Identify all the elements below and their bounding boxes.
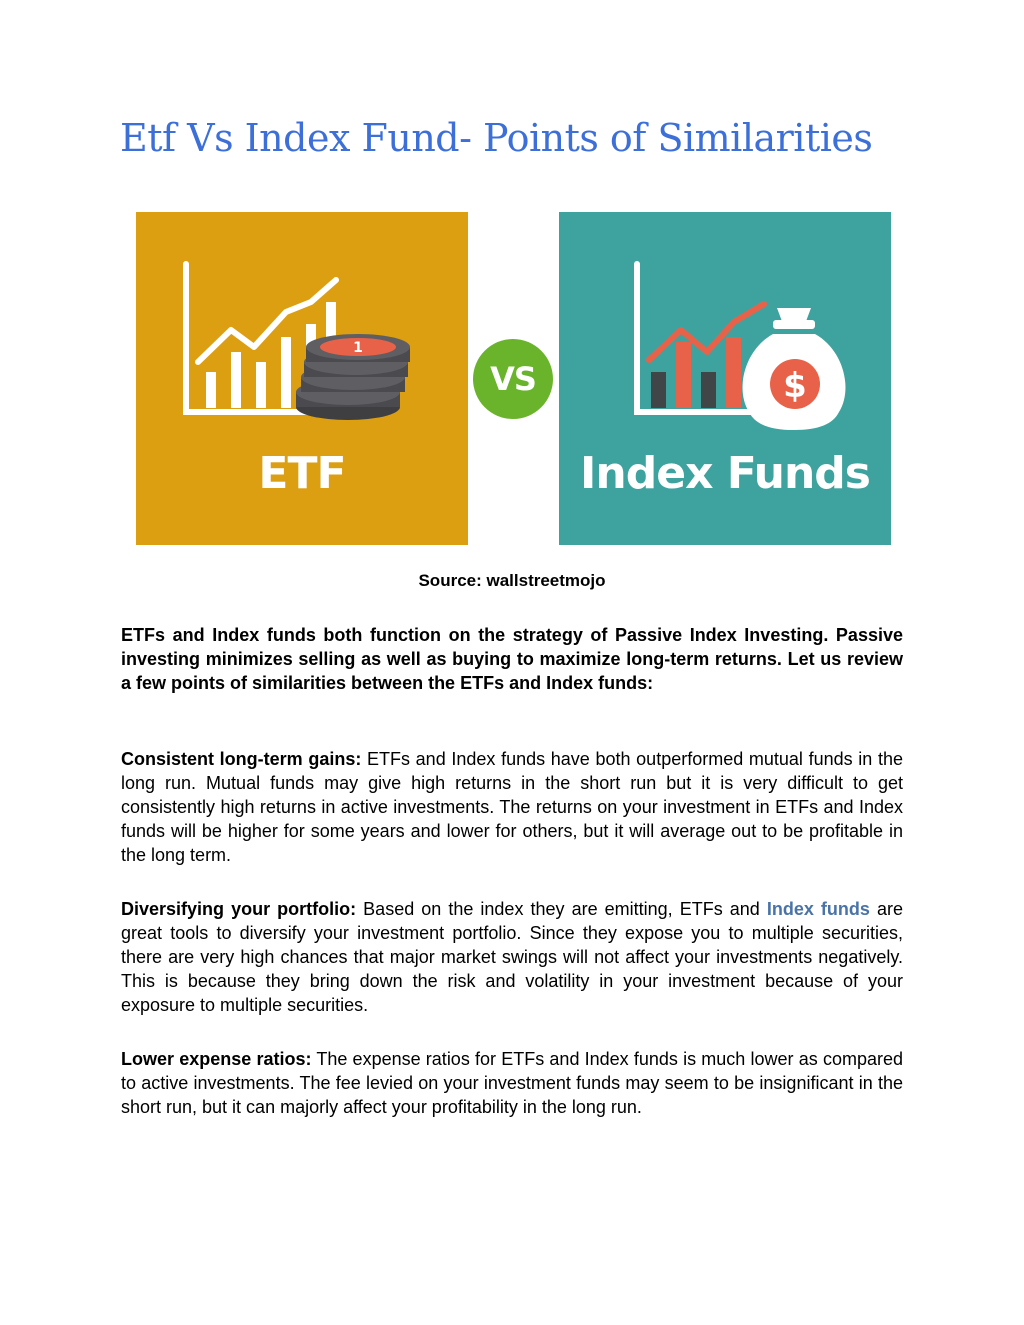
point-expense-ratios: [121, 1047, 903, 1119]
chart-bar-icon: [726, 337, 741, 408]
page-title: Etf Vs Index Fund- Points of Similarities: [120, 116, 873, 160]
etf-panel: [136, 212, 468, 545]
chart-bar-icon: [651, 372, 666, 408]
chart-bar-icon: [231, 352, 241, 408]
chart-bar-icon: [206, 372, 216, 408]
image-source-caption: Source: wallstreetmojo: [418, 571, 606, 590]
point-body: Based on the index they are emitting, ETFs and: [356, 899, 767, 919]
etf-label: ETF: [258, 448, 346, 499]
svg-text:1: 1: [353, 340, 363, 356]
vs-badge: VS: [473, 339, 553, 419]
chart-bar-icon: [676, 342, 691, 408]
chart-bar-icon: [281, 337, 291, 408]
point-body-continued: are great tools to diversify your investment portfolio. Since they expose you to multiple securities, there are very high chances that major market swings will not affect your investments negatively. This is because they bring down the risk and volatility in your investment because of your exposure to multiple securities.: [121, 899, 903, 1015]
point-heading: Consistent long-term gains:: [121, 749, 362, 769]
money-bag-icon: [743, 308, 846, 430]
svg-text:$: $: [783, 366, 807, 406]
intro-paragraph: ETFs and Index funds both function on the strategy of Passive Index Investing. Passive investing minimizes selling as well as buying to maximize long-term returns. Let us review a few points of similarities between the ETFs and Index funds:: [121, 625, 903, 693]
index-funds-label: Index Funds: [580, 448, 870, 499]
point-consistent-gains: [121, 747, 903, 867]
chart-bar-icon: [701, 372, 716, 408]
trend-line-icon: [649, 304, 764, 360]
point-heading: Diversifying your portfolio:: [121, 899, 357, 919]
index-funds-link[interactable]: Index funds: [766, 899, 870, 919]
etf-vs-index-illustration: [133, 205, 898, 550]
point-diversifying: [121, 897, 903, 1017]
point-body: ETFs and Index funds have both outperformed mutual funds in the long run. Mutual funds may give high returns in the short run but it is very difficult to get consistently high returns in active investments. The returns on your investment in ETFs and Index funds will be higher for some years and lower for others, but it will average out to be profitable in the long term.: [121, 749, 903, 865]
point-body: The expense ratios for ETFs and Index funds is much lower as compared to active investments. The fee levied on your investment funds may seem to be insignificant in the short run, but it can majorly affect your profitability in the long run.: [121, 1049, 903, 1117]
point-heading: Lower expense ratios:: [121, 1049, 312, 1069]
coin-stack-icon: [296, 334, 410, 420]
index-funds-panel: [559, 212, 891, 545]
chart-bar-icon: [256, 362, 266, 408]
